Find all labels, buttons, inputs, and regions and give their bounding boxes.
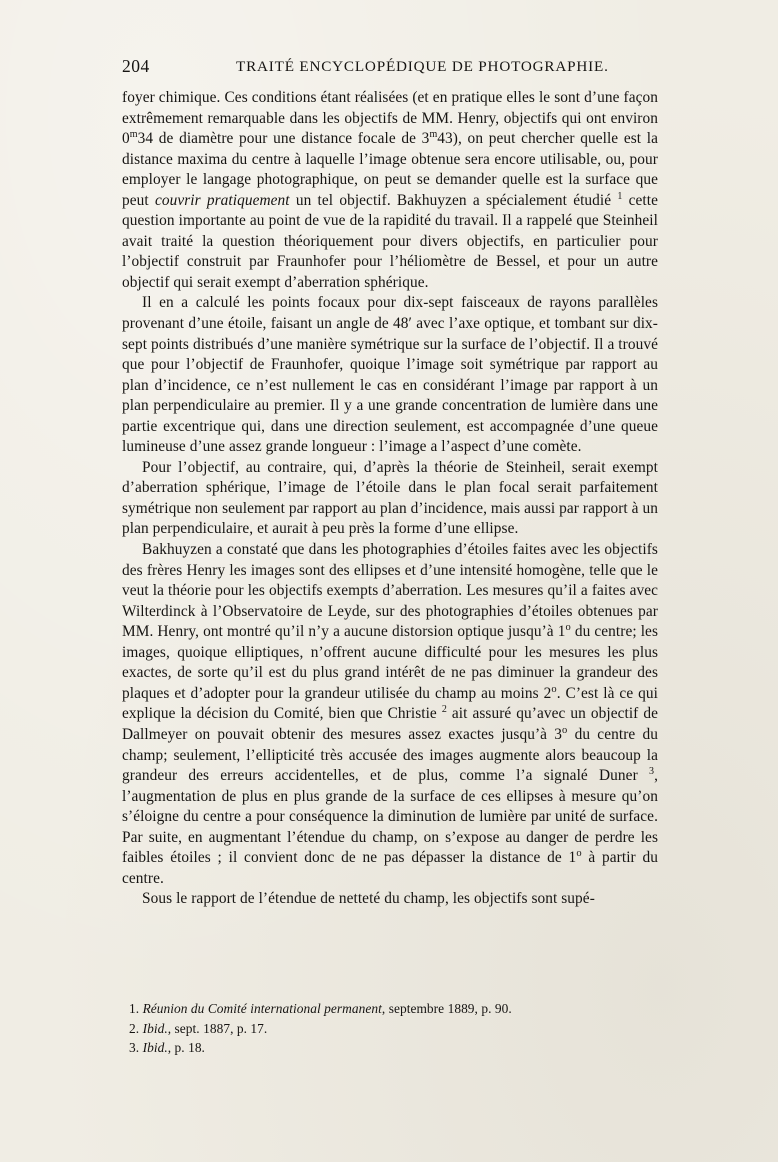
footnote-2-title: Ibid.: [142, 1020, 168, 1036]
footnote-1: [122, 1000, 658, 1018]
footnote-1-title: Réunion du Comité international permanent: [142, 1001, 382, 1016]
page-folio-number: 204: [122, 56, 150, 76]
footnote-2: [122, 1020, 658, 1038]
footnote-2-number: 2.: [129, 1020, 140, 1036]
footnotes-block: [122, 1000, 658, 1059]
paragraph-2: Il en a calculé les points focaux pour dix-sept faisceaux de rayons parallèles provenant d’une étoile, faisant un angle de 48′ avec l’axe optique, et tombant sur dix-sept points distribués d’une manière symétrique sur la surface de l’objectif. Il a trouvé que pour l’objectif de Fraunhofer, quoique l’image soit symétrique par rapport au plan d’incidence, ce n’est nullement le cas en considérant l’image par rapport à un plan perpendiculaire au premier. Il y a une grande concentration de lumière dans une partie excentrique qui, dans une direction seulement, est accompagnée d’une queue lumineuse d’une assez grande longueur : l’image a l’aspect d’une comète.: [122, 294, 658, 456]
footnote-1-rest: , septembre 1889, p. 90.: [381, 1001, 512, 1016]
paragraph-3: Pour l’objectif, au contraire, qui, d’après la théorie de Steinheil, serait exempt d’aberration sphérique, l’image de l’étoile dans le plan focal serait parfaitement symétrique non seulement par rapport au plan d’incidence, mais aussi par rapport à un plan perpendiculaire, et aurait à peu près la forme d’une ellipse.: [122, 458, 658, 538]
footnote-3-title: Ibid.: [142, 1040, 168, 1055]
paragraph-5: Sous le rapport de l’étendue de netteté du champ, les objectifs sont supé-: [142, 890, 595, 908]
footnote-3: [122, 1039, 658, 1057]
paragraph-1: foyer chimique. Ces conditions étant réalisées (et en pratique elles le sont d’une façon extrêmement remarquable dans les objectifs de MM. Henry, objectifs qui ont environ 0$^m$34 de diamètre pour une distance focale de 3$^m$43), on peut chercher quelle est la distance maxima du centre à laquelle l’image obtenue sera encore utilisable, ou, pour employer le langage photographique, on peut se demander quelle est la surface que peut couvrir pratiquement un tel objectif. Bakhuyzen a spécialement étudié $^1$ cette question importante au point de vue de la rapidité du travail. Il a rappelé que Steinheil avait traité la question théoriquement pour divers objectifs, en particulier pour l’objectif construit par Fraunhofer pour l’héliomètre de Bessel, et pour un autre objectif qui serait exempt d’aberration sphérique.: [122, 89, 659, 291]
footnote-3-number: 3.: [129, 1040, 140, 1055]
running-head: TRAITÉ ENCYCLOPÉDIQUE DE PHOTOGRAPHIE.: [236, 58, 609, 75]
paragraph-4: Bakhuyzen a constaté que dans les photographies d’étoiles faites avec les objectifs des frères Henry les images sont des ellipses et d’une intensité homogène, telle que le veut la théorie pour les objectifs exempts d’aberration. Les mesures qu’il a faites avec Wilterdinck à l’Observatoire de Leyde, sur des photographies d’étoiles obtenues par MM. Henry, ont montré qu’il n’y a aucune distorsion optique jusqu’à 1$^o$ du centre; les images, quoique elliptiques, n’offrent aucune difficulté pour les mesures les plus exactes, de sorte qu’il est du plus grand intérêt de ne pas diminuer la grandeur des plaques et d’adopter pour la grandeur utilisée du champ au moins 2$^o$. C’est là ce qui explique la décision du Comité, bien que Christie $^2$ ait assuré qu’avec un objectif de Dallmeyer on pouvait obtenir des mesures assez exactes jusqu’à 3$^o$ du centre du champ; seulement, l’ellipticité très accusée des images augmente alors beaucoup la grandeur des erreurs accidentelles, et de plus, comme l’a signalé Duner $^3$, l’augmentation de plus en plus grande de la surface de ces ellipses à mesure qu’on s’éloigne du centre a pour conséquence la diminution de lumière par unité de surface. Par suite, en augmentant l’étendue du champ, on s’expose au danger de perdre les faibles étoiles ; il convient donc de ne pas dépasser la distance de 1$^o$ à partir du centre.: [122, 541, 658, 887]
body-text-column: [122, 88, 658, 910]
footnote-3-rest: , p. 18.: [167, 1040, 205, 1055]
footnote-1-number: 1.: [129, 1001, 140, 1016]
footnote-2-rest: , sept. 1887, p. 17.: [167, 1020, 268, 1036]
